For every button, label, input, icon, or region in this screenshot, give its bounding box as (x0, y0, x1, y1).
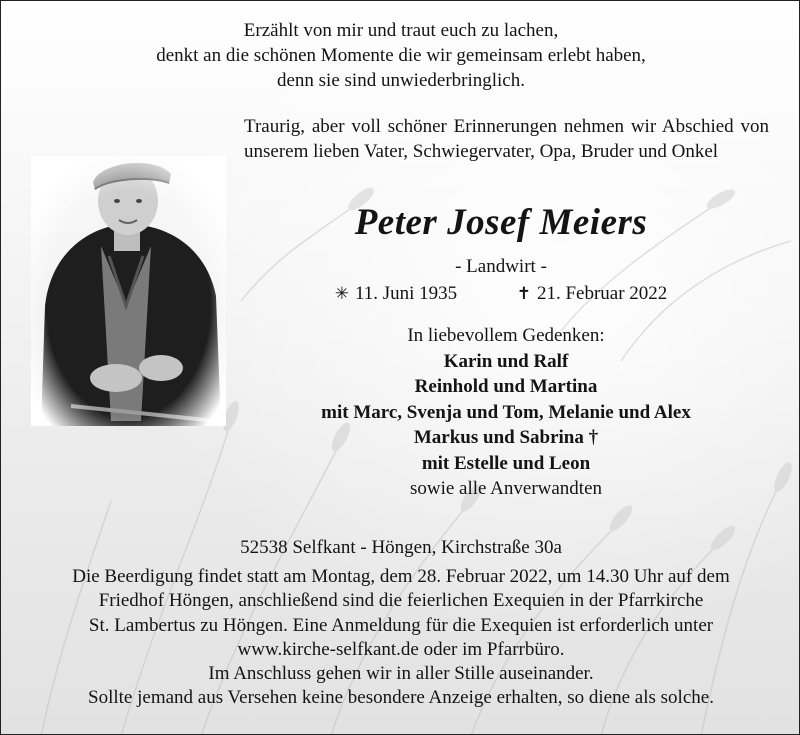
funeral-info (21, 565, 781, 711)
poem-line: denn sie sind unwiederbringlich. (276, 70, 525, 91)
mourner-family: Markus und Sabrina † (413, 427, 599, 448)
intro-text: Traurig, aber voll schöner Erinnerungen nehmen wir Abschied von unserem lieben Vater, Schwiegervater, Opa, Bruder und Onkel (244, 116, 769, 162)
occupation: - Landwirt - (455, 256, 547, 277)
birth-date-group (335, 283, 462, 304)
portrait-photo (31, 156, 226, 426)
mourner-family: mit Marc, Svenja und Tom, Melanie und Alex (321, 401, 691, 423)
death-cross-icon: ✝ (516, 284, 531, 304)
mourner-family: Karin und Ralf (443, 350, 569, 372)
mourners-heading: In liebevollem Gedenken: (407, 325, 605, 346)
mourners-closing: sowie alle Anverwandten (409, 478, 603, 499)
birth-star-icon: ✳ (334, 284, 349, 304)
funeral-line: Friedhof Höngen, anschließend sind die feierlichen Exequien in der Pfarrkirche (98, 590, 704, 612)
death-date-group (517, 283, 668, 304)
poem (61, 18, 741, 93)
funeral-line: Im Anschluss gehen wir in aller Stille auseinander. (208, 663, 594, 685)
funeral-line: www.kirche-selfkant.de oder im Pfarrbüro. (237, 638, 565, 660)
mourner-family: Reinhold und Martina (414, 376, 598, 397)
deceased-name: Peter Josef Meiers (354, 202, 648, 243)
life-dates (281, 282, 721, 306)
funeral-line: Die Beerdigung findet statt am Montag, dem 28. Februar 2022, um 14.30 Uhr auf dem (72, 566, 730, 587)
birth-date: 11. Juni 1935 (354, 283, 458, 304)
funeral-line: Sollte jemand aus Versehen keine besondere Anzeige erhalten, so diene als solche. (88, 687, 714, 709)
poem-line: denkt an die schönen Momente die wir gemeinsam erlebt haben, (156, 45, 646, 66)
address: 52538 Selfkant - Höngen, Kirchstraße 30a (240, 537, 562, 558)
mourner-family: mit Estelle und Leon (421, 452, 591, 474)
funeral-line: St. Lambertus zu Höngen. Eine Anmeldung für die Exequien ist erforderlich unter (88, 614, 714, 636)
mourners-list (271, 323, 741, 502)
death-date: 21. Februar 2022 (536, 283, 668, 304)
poem-line: Erzählt von mir und traut euch zu lachen, (243, 20, 559, 41)
